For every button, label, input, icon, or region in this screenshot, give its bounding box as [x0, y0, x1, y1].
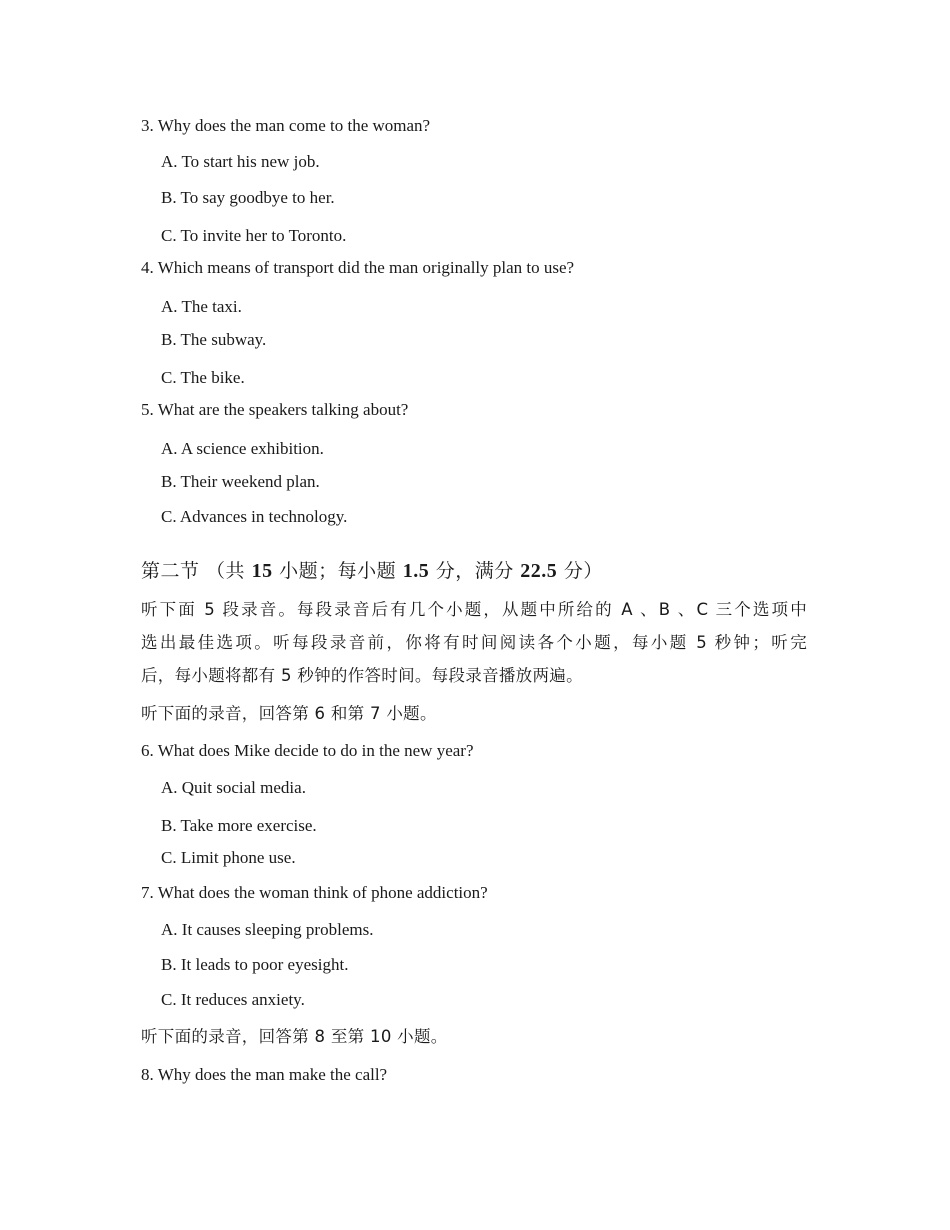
question-3-stem: 3. Why does the man come to the woman? [141, 116, 431, 135]
question-5-stem: 5. What are the speakers talking about? [141, 400, 409, 419]
section-2-instruction-line-2: 选出最佳选项。听每段录音前，你将有时间阅读各个小题，每小题 5 秒钟；听完 [141, 633, 807, 652]
listening-prompt-6-7: 听下面的录音，回答第 6 和第 7 小题。 [141, 704, 437, 723]
question-3-option-c: C. To invite her to Toronto. [161, 226, 347, 245]
question-4-stem: 4. Which means of transport did the man originally plan to use? [141, 258, 575, 277]
question-5-option-b: B. Their weekend plan. [161, 472, 320, 491]
section-2-title-part: 分，满分 [429, 560, 521, 582]
question-3-option-b: B. To say goodbye to her. [161, 188, 335, 207]
question-7-option-b: B. It leads to poor eyesight. [161, 955, 349, 974]
question-4-option-b: B. The subway. [161, 330, 267, 349]
section-2-title-part: 分） [557, 560, 603, 582]
question-8-stem: 8. Why does the man make the call? [141, 1065, 388, 1084]
question-7-stem: 7. What does the woman think of phone addiction? [141, 883, 488, 902]
question-6-stem: 6. What does Mike decide to do in the new year? [141, 741, 474, 760]
question-6-option-c: C. Limit phone use. [161, 848, 296, 867]
section-2-total-points: 22.5 [520, 560, 558, 582]
question-6-option-a: A. Quit social media. [161, 778, 306, 797]
question-4-option-c: C. The bike. [161, 368, 245, 387]
question-3-option-a: A. To start his new job. [161, 152, 320, 171]
question-6-option-b: B. Take more exercise. [161, 816, 317, 835]
listening-prompt-8-10: 听下面的录音，回答第 8 至第 10 小题。 [141, 1027, 448, 1046]
section-2-points-each: 1.5 [402, 560, 430, 582]
question-5-option-c: C. Advances in technology. [161, 507, 348, 526]
section-2-heading [141, 559, 603, 583]
section-2-instruction-line-1: 听下面 5 段录音。每段录音后有几个小题，从题中所给的 A 、B 、C 三个选项中 [141, 600, 807, 619]
question-7-option-c: C. It reduces anxiety. [161, 990, 305, 1009]
section-2-instruction-line-3: 后，每小题将都有 5 秒钟的作答时间。每段录音播放两遍。 [141, 666, 583, 685]
section-2-title-part: 小题；每小题 [272, 560, 403, 582]
section-2-title-part: 第二节 （共 [141, 560, 252, 582]
question-5-option-a: A. A science exhibition. [161, 439, 324, 458]
question-4-option-a: A. The taxi. [161, 297, 242, 316]
question-7-option-a: A. It causes sleeping problems. [161, 920, 374, 939]
section-2-question-count: 15 [251, 560, 273, 582]
